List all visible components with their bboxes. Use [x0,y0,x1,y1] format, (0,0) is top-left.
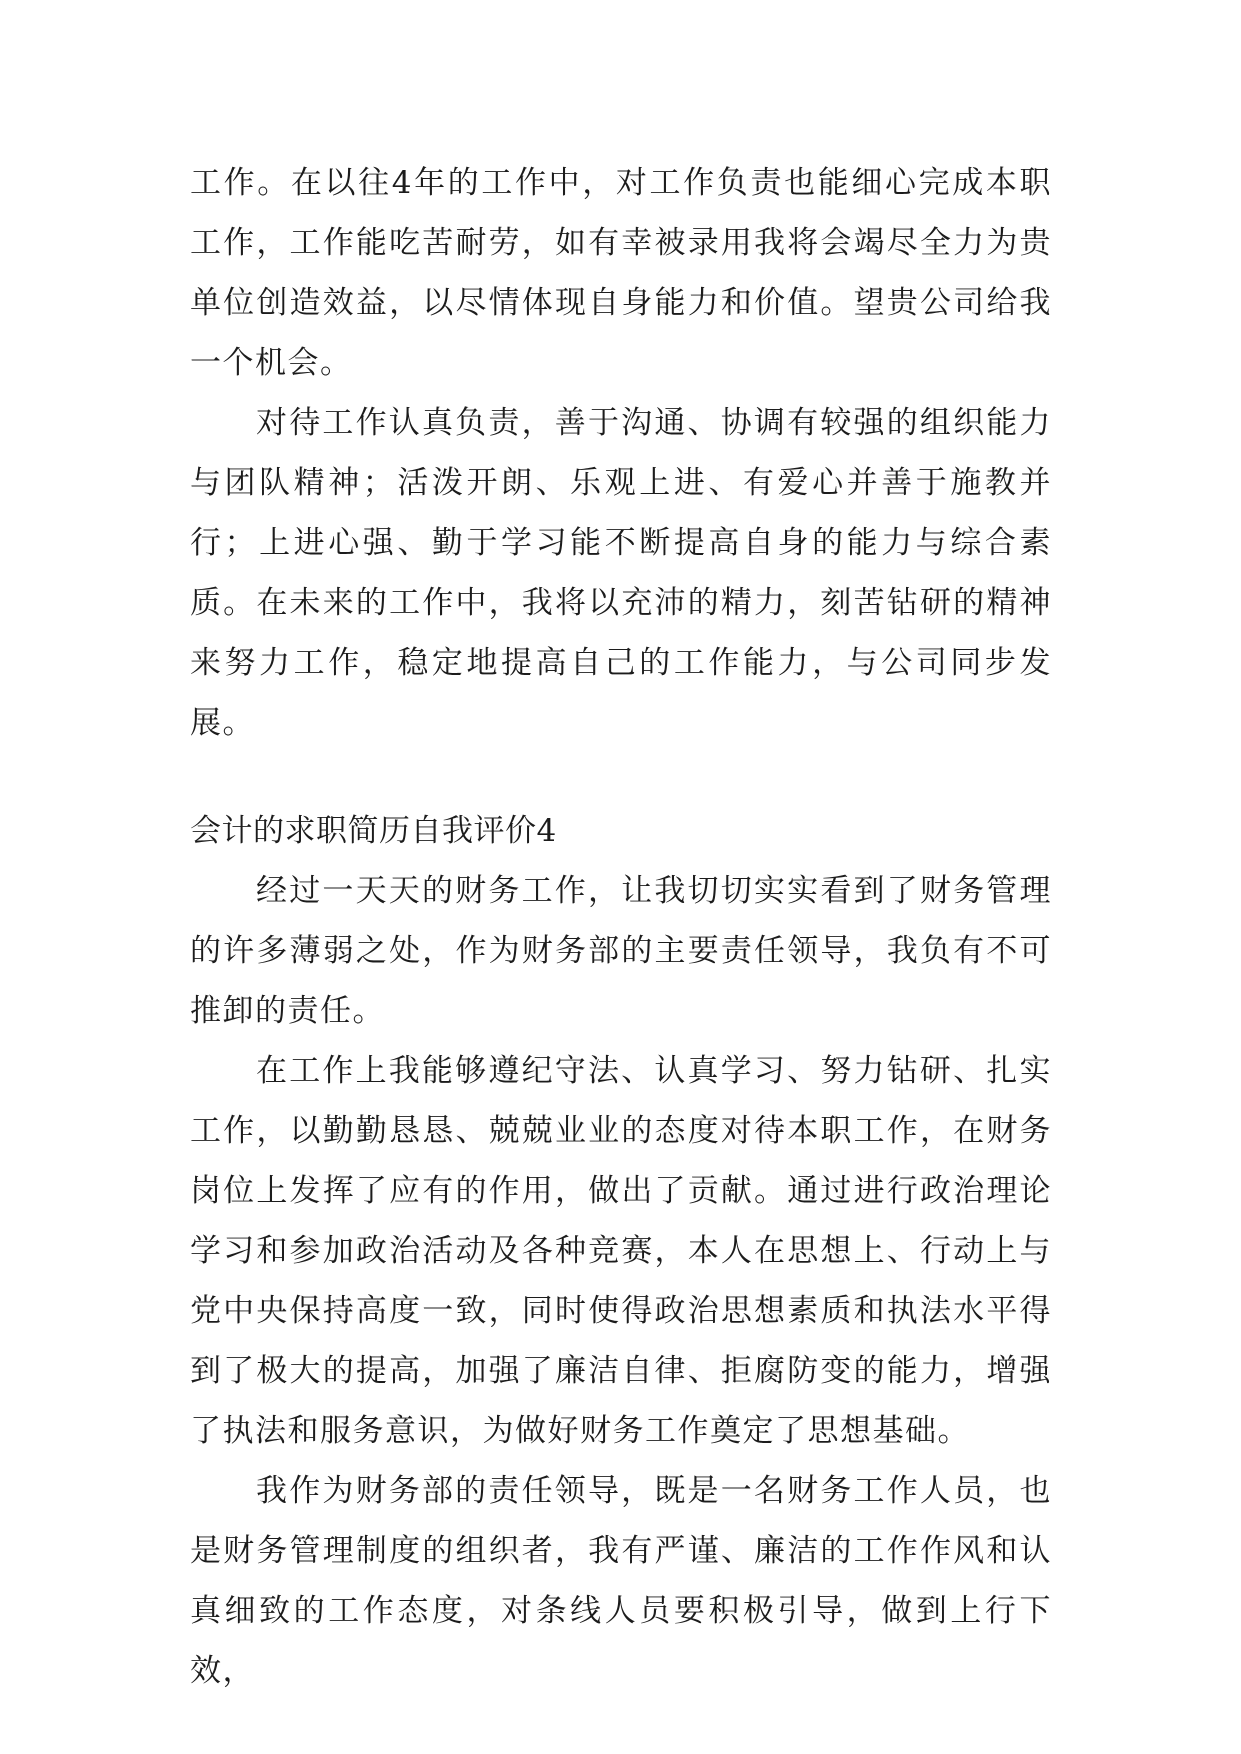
paragraph: 经过一天天的财务工作，让我切切实实看到了财务管理的许多薄弱之处，作为财务部的主要责任领导，我负有不可推卸的责任。 [190,873,1052,1029]
document-body [190,153,1052,1701]
paragraph: 我作为财务部的责任领导，既是一名财务工作人员，也是财务管理制度的组织者，我有严谨、廉洁的工作作风和认真细致的工作态度，对条线人员要积极引导，做到上行下效， [190,1473,1052,1689]
section-heading: 会计的求职简历自我评价4 [190,813,557,849]
paragraph-continued: 工作。在以往4年的工作中，对工作负责也能细心完成本职工作，工作能吃苦耐劳，如有幸被录用我将会竭尽全力为贵单位创造效益，以尽情体现自身能力和价值。望贵公司给我一个机会。 [190,165,1052,381]
paragraph: 在工作上我能够遵纪守法、认真学习、努力钻研、扎实工作，以勤勤恳恳、兢兢业业的态度对待本职工作，在财务岗位上发挥了应有的作用，做出了贡献。通过进行政治理论学习和参加政治活动及各种竞赛，本人在思想上、行动上与党中央保持高度一致，同时使得政治思想素质和执法水平得到了极大的提高，加强了廉洁自律、拒腐防变的能力，增强了执法和服务意识，为做好财务工作奠定了思想基础。 [190,1053,1052,1449]
paragraph: 对待工作认真负责，善于沟通、协调有较强的组织能力与团队精神；活泼开朗、乐观上进、有爱心并善于施教并行；上进心强、勤于学习能不断提高自身的能力与综合素质。在未来的工作中，我将以充沛的精力，刻苦钻研的精神来努力工作，稳定地提高自己的工作能力，与公司同步发展。 [190,405,1052,741]
